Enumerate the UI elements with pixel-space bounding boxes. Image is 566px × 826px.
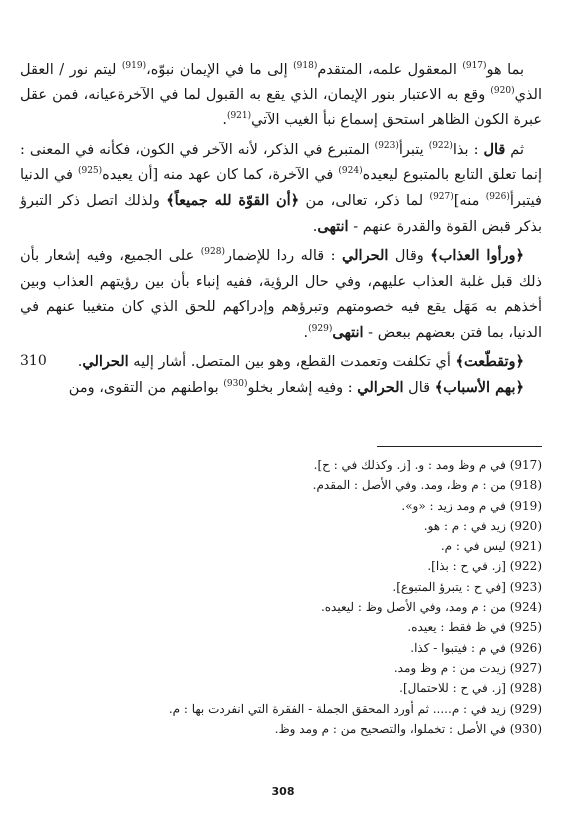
footnote-ref[interactable]: (925) [77, 165, 103, 176]
footnote-divider [377, 446, 542, 447]
footnote-ref[interactable]: (923) [374, 140, 399, 151]
footnote-item: (918) من : م وظ، ومد. وفي الأصل : المقدم. [312, 478, 542, 493]
footnote-item: (919) في م ومد زيد : «و». [401, 498, 542, 513]
text-run: بواطنهم من التقوى، ومن [68, 380, 224, 397]
author-name: الحرالي [357, 379, 404, 397]
footnote-item: (928) [ز. في ح : للاحتمال]. [399, 681, 542, 696]
text-run: إلى ما في الإيمان نبوّه، [146, 62, 294, 78]
footnote-ref[interactable]: (928) [200, 247, 225, 258]
footnote-item: (929) زيد في : م..... ثم أورد المحقق الجملة - الفقرة التي انفردت بها : م. [168, 701, 542, 716]
footnote-item: (925) في ظ فقط : يعيده. [407, 620, 542, 635]
text-run: . [312, 219, 318, 236]
paragraph-3 [20, 243, 542, 346]
text-run: . [303, 325, 309, 342]
text-run: . [77, 354, 83, 371]
quran-verse: ﴿أن القوّة لله جميعاً﴾ [166, 192, 300, 210]
text-run: في الآخرة، كما كان عهد منه [أن يعيده [102, 166, 339, 183]
footnote-ref[interactable]: (927) [429, 192, 454, 203]
footnote-item: (923) [في ح : يتبرؤ المتبوع]. [392, 579, 542, 594]
paragraph-1 [20, 58, 542, 134]
footnote-ref[interactable]: (919) [121, 61, 147, 72]
text-run: وقع به الاعتبار بنور الإيمان، الذي يقع به القبول لما في الآخرةعيانه، فمن عقل عبرة الكون الظاهر استحق إسماع نبأ الغيب الآتي [20, 87, 542, 129]
speaker-label: قال [483, 140, 506, 158]
footnote-item: (921) ليس في : م. [440, 539, 542, 554]
footnote-ref[interactable]: (926) [485, 192, 510, 203]
text-run: ليتم نور / العقل الذي [20, 62, 542, 104]
text-run: في الدنيا فيتبرأ [20, 166, 542, 210]
text-run: : بذا [452, 141, 484, 158]
paragraph-4 [20, 349, 542, 375]
text-run: : وفيه إشعار بخلو [247, 380, 358, 397]
end-quote-marker: انتهى [332, 324, 364, 342]
text-run: يتبرأ [398, 141, 429, 158]
footnote-ref[interactable]: (917) [462, 61, 487, 72]
footnote-ref[interactable]: (930) [223, 379, 248, 390]
quran-verse: ﴿بهم الأسباب﴾ [434, 379, 524, 397]
paragraph-5 [20, 375, 542, 401]
text-run: على الجميع، وفيه إشعار بأن ذلك قبل غلبة العذاب عليهم، وفي حال الرؤية، ففيه إنباء بأن بين رؤيتهم العذاب وبين أخذهم به مَهَل يقع فيه خصومتهم وتبرؤهم وإدراكهم للحق الذي كان متغيبا عنهم في الدنيا، بما فتن بعضهم ببعض - [20, 248, 542, 342]
paragraph-2 [20, 137, 542, 241]
footnote-item: (926) في م : فيتبوا - كذا. [410, 640, 542, 655]
footnote-ref[interactable]: (921) [226, 111, 252, 122]
footnote-ref[interactable]: (922) [428, 140, 453, 151]
footnotes [20, 455, 542, 739]
text-run: بما هو [486, 62, 524, 78]
text-run: قال [403, 380, 435, 397]
verse-number: 310 [20, 353, 47, 369]
footnote-ref[interactable]: (929) [308, 324, 333, 335]
text-run: منه] [453, 193, 486, 210]
footnote-item: (920) زيد في : م : هو. [423, 518, 542, 533]
text-run: . [222, 112, 227, 129]
quran-verse: ﴿ورأوا العذاب﴾ [430, 247, 524, 265]
text-run: وقال [388, 248, 431, 265]
footnote-ref[interactable]: (920) [490, 86, 515, 97]
author-name: الحرالي [342, 247, 389, 265]
text-run: المتبرع في الذكر، لأنه الآخر في الكون، فكأنه في المعنى : إنما تعلق التابع بالمتبوع ليعيده [20, 141, 542, 183]
text-run: لما ذكر، تعالى، من [299, 193, 430, 210]
end-quote-marker: انتهى [317, 218, 349, 236]
footnote-item: (917) في م وظ ومد : و. [ز. وكذلك في : ح]. [313, 458, 542, 472]
text-run: المعقول علمه، المتقدم [317, 62, 463, 78]
page-number: 308 [271, 785, 295, 798]
text-run: أي تكلفت وتعمدت القطع، وهو بين المتصل. أشار إليه [128, 354, 456, 371]
text-run: ثم [505, 141, 524, 158]
main-text [20, 58, 542, 402]
footnote-item: (922) [ز. في ح : بذا]. [427, 559, 542, 574]
text-run: : قاله ردا للإضمار [224, 248, 343, 265]
footnote-item: (924) من : م ومد، وفي الأصل وظ : ليعيده. [320, 600, 542, 615]
footnote-item: (927) زيدت من : م وظ ومد. [393, 660, 542, 675]
footnote-ref[interactable]: (924) [338, 165, 363, 176]
quran-verse: ﴿وتقطّعت﴾ [455, 353, 524, 371]
footnote-item: (930) في الأصل : تخملوا، والتصحيح من : م ومد وظ. [274, 721, 542, 736]
footnote-ref[interactable]: (918) [293, 61, 318, 72]
text-run: ولذلك اتصل ذكر التبرؤ بذكر قبض القوة والقدرة عنهم - [20, 193, 542, 236]
author-name: الحرالي [82, 353, 129, 371]
